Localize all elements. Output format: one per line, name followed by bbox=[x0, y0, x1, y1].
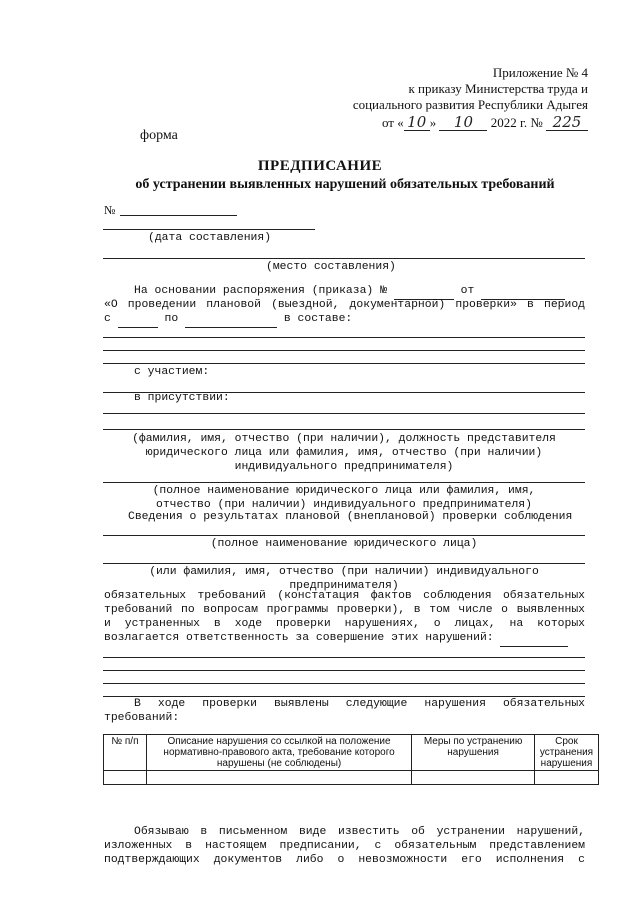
presence-label: в присутствии: bbox=[134, 392, 230, 404]
entity-name-line bbox=[103, 482, 585, 483]
ip-line bbox=[103, 563, 585, 564]
header-number: № п/п bbox=[104, 735, 147, 771]
table-cell bbox=[535, 771, 599, 785]
obligation-line-1: Обязываю в письменном виде известить об устранении нарушений, bbox=[134, 826, 585, 838]
composition-line-2 bbox=[103, 350, 585, 351]
handwritten-day: 10 bbox=[404, 114, 430, 131]
appendix-title: Приложение № 4 bbox=[492, 65, 588, 80]
appendix-ministry-line: социального развития Республики Адыгея bbox=[352, 97, 588, 112]
order-date-blank bbox=[481, 285, 565, 300]
year-and-number-label: 2022 г. № bbox=[490, 115, 543, 130]
table-cell bbox=[104, 771, 147, 785]
responsibility-blank bbox=[500, 632, 568, 647]
obligation-line-3: подтверждающих документов либо о невозможности его исполнения с bbox=[104, 854, 585, 866]
date-caption: (дата составления) bbox=[148, 232, 272, 244]
period-from-blank bbox=[118, 313, 158, 328]
document-subtitle: об устранении выявленных нарушений обязательных требований bbox=[135, 177, 555, 192]
basis-line-2: «О проведении плановой (выездной, документарной) проверки» в период bbox=[104, 299, 585, 311]
period-to-blank bbox=[185, 313, 277, 328]
participation-label: с участием: bbox=[134, 366, 210, 378]
table-cell bbox=[412, 771, 535, 785]
violations-line-1: В ходе проверки выявлены следующие нарушения обязательных bbox=[134, 698, 585, 710]
findings-line-1 bbox=[103, 657, 585, 658]
ip-caption: (или фамилия, имя, отчество (при наличии) индивидуального предпринимателя) bbox=[149, 566, 539, 592]
fio-caption: (фамилия, имя, отчество (при наличии), должность представителя юридического лица или фамилия, имя, отчество (при наличии) индивидуального предпринимателя) bbox=[132, 433, 556, 473]
date-blank bbox=[103, 229, 315, 230]
composition-line-3 bbox=[103, 363, 585, 364]
basis-line-3: с по в составе: bbox=[104, 313, 352, 328]
table-row bbox=[104, 771, 599, 785]
header-deadline: Срок устранения нарушения bbox=[535, 735, 599, 771]
header-description: Описание нарушения со ссылкой на положение нормативно-правового акта, требование которого нарушены (не соблюдены) bbox=[146, 735, 411, 771]
obligation-line-2: изложенных в настоящем предписании, с обязательным представлением bbox=[104, 840, 585, 852]
violations-line-2: требований: bbox=[104, 712, 180, 724]
order-number-blank bbox=[394, 285, 454, 300]
appendix-date-line bbox=[353, 114, 588, 131]
number-blank bbox=[120, 215, 237, 216]
findings-line-4 bbox=[103, 696, 585, 697]
handwritten-order-number: 225 bbox=[546, 114, 588, 131]
violations-table bbox=[103, 734, 599, 785]
table-header-row bbox=[104, 735, 599, 771]
results-line: Сведения о результатах плановой (внеплановой) проверки соблюдения bbox=[128, 511, 573, 523]
handwritten-month: 10 bbox=[439, 114, 487, 131]
requirements-line-2: требований по вопросам программы проверки), в том числе о выявленных bbox=[104, 604, 585, 616]
document-title: ПРЕДПИСАНИЕ bbox=[257, 158, 383, 174]
place-caption: (место составления) bbox=[266, 261, 396, 273]
findings-line-2 bbox=[103, 670, 585, 671]
entity-line bbox=[103, 535, 585, 536]
requirements-line-3: и устраненных в ходе проверки нарушениях, о лицах, на которых bbox=[104, 618, 585, 630]
findings-line-3 bbox=[103, 683, 585, 684]
appendix-block bbox=[353, 65, 588, 131]
presence-line-1 bbox=[103, 413, 585, 414]
form-label: форма bbox=[140, 128, 178, 143]
appendix-order-line: к приказу Министерства труда и bbox=[408, 81, 588, 96]
requirements-line-4: возлагается ответственность за совершение этих нарушений: bbox=[104, 632, 568, 647]
entity-caption: (полное наименование юридического лица) bbox=[210, 538, 478, 550]
presence-line-2 bbox=[103, 429, 585, 430]
date-mid: » bbox=[429, 115, 437, 130]
fullname-caption: (полное наименование юридического лица или фамилия, имя, отчество (при наличии) индивидуального предпринимателя) bbox=[152, 485, 536, 511]
header-measures: Меры по устранению нарушения bbox=[412, 735, 535, 771]
number-sign: № bbox=[104, 203, 116, 217]
basis-line-1: На основании распоряжения (приказа) № от bbox=[134, 285, 565, 300]
requirements-line-1: обязательных требований (констатация фактов соблюдения обязательных bbox=[104, 590, 585, 602]
composition-line-1 bbox=[103, 337, 585, 338]
table-cell bbox=[146, 771, 411, 785]
place-blank bbox=[103, 258, 585, 259]
date-prefix: от « bbox=[381, 115, 404, 130]
